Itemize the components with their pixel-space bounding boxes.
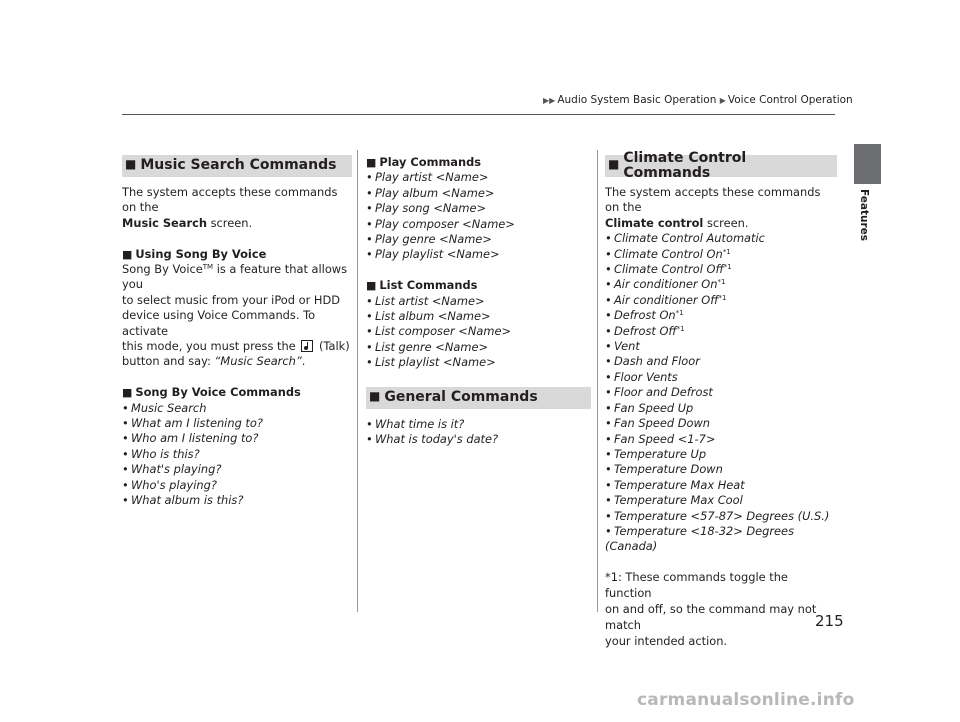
- column-divider: [597, 150, 598, 612]
- list-item: • Temperature Max Heat: [605, 477, 745, 492]
- list-item: • What is today's date?: [366, 432, 499, 447]
- list-item: • Play genre <Name>: [366, 232, 492, 247]
- square-bullet-icon: ■: [369, 388, 381, 403]
- list-item: • Air conditioner Off$^{*1}$: [605, 292, 727, 307]
- climate-commands-list: [605, 231, 837, 555]
- list-item: • Fan Speed <1-7>: [605, 431, 716, 446]
- watermark: carmanualsonline.info: [637, 690, 855, 710]
- list-commands-heading: ■ List Commands: [366, 278, 478, 293]
- breadcrumb: [543, 94, 853, 106]
- music-search-column: [122, 155, 352, 509]
- page-number: 215: [815, 612, 844, 630]
- list-item: • List genre <Name>: [366, 339, 488, 354]
- header-divider: [122, 114, 835, 115]
- list-item: • Temperature Up: [605, 446, 707, 461]
- list-item: • Defrost On$^{*1}$: [605, 308, 684, 323]
- square-bullet-icon: ■: [125, 157, 137, 172]
- list-item: • Play artist <Name>: [366, 170, 489, 185]
- list-item: • Temperature <57-87> Degrees (U.S.): [605, 508, 830, 523]
- intro-text: The system accepts these commands on the Climate control screen.: [605, 185, 821, 230]
- list-item: • Fan Speed Down: [605, 416, 710, 431]
- list-item: • Climate Control On$^{*1}$: [605, 246, 731, 261]
- list-item: • Temperature Down: [605, 462, 723, 477]
- footnote-mark: *1: [718, 293, 727, 302]
- general-commands-heading: ■ General Commands: [366, 387, 591, 409]
- list-item: • List composer <Name>: [366, 324, 511, 339]
- footnote-mark: *1: [676, 324, 685, 333]
- general-commands-list: [366, 417, 591, 448]
- list-item: • Who am I listening to?: [122, 431, 259, 446]
- list-item: • Who is this?: [122, 446, 200, 461]
- list-item: • Play playlist <Name>: [366, 247, 500, 262]
- footnote-mark: *1: [675, 309, 684, 318]
- song-by-voice-heading: ■ Using Song By Voice: [122, 246, 267, 261]
- list-item: • Climate Control Off$^{*1}$: [605, 262, 732, 277]
- play-commands-heading: ■ Play Commands: [366, 155, 482, 169]
- list-item: • Defrost Off$^{*1}$: [605, 323, 685, 338]
- song-by-voice-commands-heading: ■ Song By Voice Commands: [122, 385, 301, 400]
- song-by-voice-commands-list: [122, 401, 352, 509]
- list-item: • Climate Control Automatic: [605, 231, 765, 246]
- footnote-mark: *1: [723, 263, 732, 272]
- list-item: • Floor Vents: [605, 369, 678, 384]
- list-item: • What album is this?: [122, 493, 244, 508]
- arrow-icon: ▶: [719, 96, 726, 105]
- list-item: • Floor and Defrost: [605, 385, 713, 400]
- square-bullet-icon: ■: [366, 156, 377, 169]
- list-item: • Who's playing?: [122, 477, 217, 492]
- list-item: • List album <Name>: [366, 309, 491, 324]
- list-item: • Temperature Max Cool: [605, 493, 743, 508]
- list-item: • Vent: [605, 339, 640, 354]
- list-item: • Play song <Name>: [366, 201, 487, 216]
- footnote-text: *1: These commands toggle the function on and off, so the command may not match your intended action.: [605, 569, 817, 648]
- music-search-heading: ■ Music Search Commands: [122, 155, 352, 177]
- list-item: • Play album <Name>: [366, 185, 495, 200]
- list-item: • What am I listening to?: [122, 416, 263, 431]
- play-list-general-column: [366, 155, 591, 447]
- play-commands-list: [366, 170, 591, 262]
- list-item: • What's playing?: [122, 462, 222, 477]
- square-bullet-icon: ■: [122, 386, 133, 400]
- song-by-voice-text: Song By Voice™ is a feature that allows you to select music from your iPod or HDD device using Voice Commands. To activate this mode, you must press the (Talk) button and say: “Music Search”.: [122, 262, 350, 369]
- list-item: • List artist <Name>: [366, 293, 485, 308]
- breadcrumb-item: Audio System Basic Operation: [557, 94, 717, 106]
- list-item: • Music Search: [122, 400, 207, 415]
- climate-control-heading: ■ Climate Control Commands: [605, 155, 837, 177]
- list-item: • Dash and Floor: [605, 354, 700, 369]
- list-item: • List playlist <Name>: [366, 355, 496, 370]
- list-commands-list: [366, 294, 591, 371]
- double-arrow-icon: ▶▶: [543, 96, 556, 105]
- list-item: • Temperature <18-32> Degrees (Canada): [605, 523, 795, 554]
- climate-control-column: [605, 149, 837, 649]
- section-tab-marker: [854, 144, 881, 184]
- square-bullet-icon: ■: [608, 157, 620, 172]
- list-item: • Air conditioner On$^{*1}$: [605, 277, 726, 292]
- talk-icon: [301, 340, 313, 352]
- list-item: • Fan Speed Up: [605, 400, 694, 415]
- square-bullet-icon: ■: [122, 247, 133, 261]
- footnote-mark: *1: [722, 247, 731, 256]
- section-tab-label: Features: [858, 189, 870, 241]
- list-item: • Play composer <Name>: [366, 216, 515, 231]
- intro-text: The system accepts these commands on the Music Search screen.: [122, 185, 338, 230]
- breadcrumb-item: Voice Control Operation: [727, 94, 853, 106]
- footnote-mark: *1: [717, 278, 726, 287]
- column-divider: [357, 150, 358, 612]
- square-bullet-icon: ■: [366, 279, 377, 293]
- list-item: • What time is it?: [366, 416, 465, 431]
